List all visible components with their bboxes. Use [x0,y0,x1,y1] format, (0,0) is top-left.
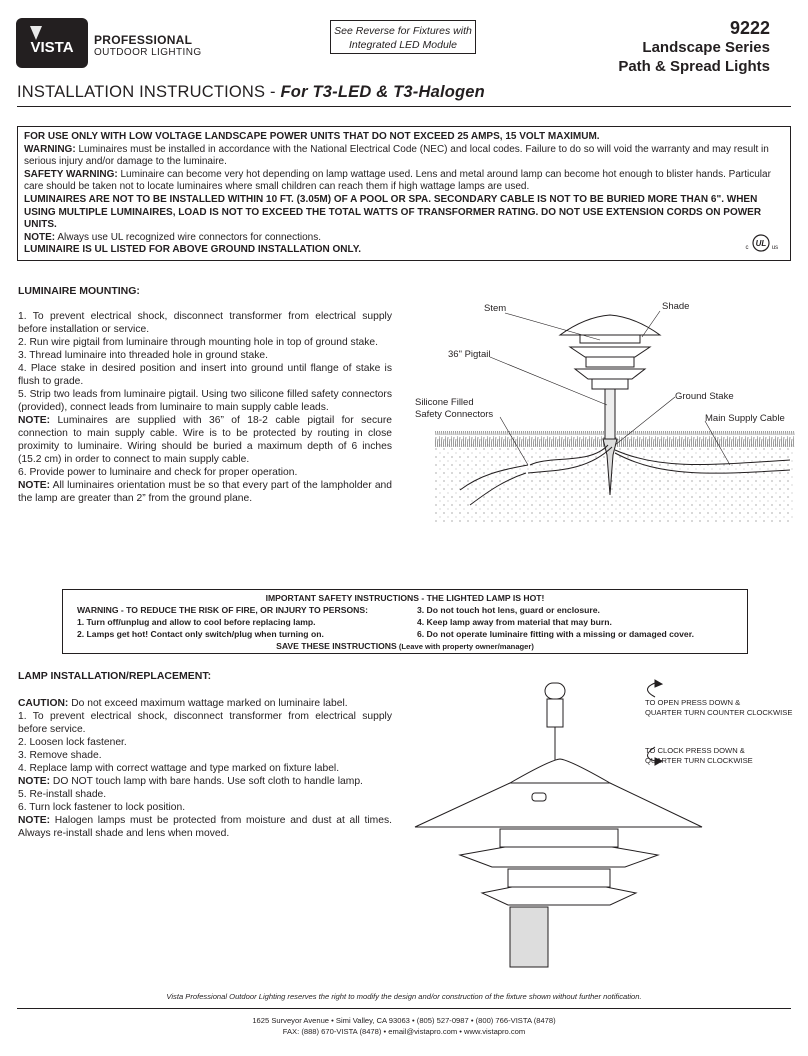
series-title [550,38,770,76]
soil [435,443,795,523]
safety-save [63,641,747,651]
see-reverse-line2: Integrated LED Module [349,39,457,51]
safety-left-3: 2. Lamps get hot! Contact only switch/plug when turning on. [77,629,324,639]
lamp-step-6: 6. Turn lock fastener to lock position. [18,802,186,813]
mount-note-1 [18,414,392,466]
ul-listing: LUMINAIRE IS UL LISTED FOR ABOVE GROUND INSTALLATION ONLY. [24,244,362,256]
lamp-note-1 [18,775,392,788]
nec-warning [24,144,784,169]
label-silicone-1: Silicone Filled [415,397,474,408]
safety-title: IMPORTANT SAFETY INSTRUCTIONS - THE LIGHTED LAMP IS HOT! [265,593,545,603]
brand-tagline: OUTDOOR LIGHTING [94,47,202,58]
mount-step-3: 3. Thread luminaire into threaded hole in ground stake. [18,350,268,361]
label-stem: Stem [484,303,507,314]
safety-right-2: 4. Keep lamp away from material that may burn. [417,617,612,627]
ul-certification-icon [742,233,780,253]
lamp-diagram [410,675,800,975]
connector-note [24,232,784,245]
label-shade: Shade [662,301,690,312]
lamp-fixture-drawing [415,683,702,967]
title-prefix: INSTALLATION INSTRUCTIONS - [17,83,281,101]
vista-logo [16,18,88,68]
page-title [17,83,485,102]
label-main-supply: Main Supply Cable [705,413,785,424]
lamp-step-1: 1. To prevent electrical shock, disconnect transformer from electrical supply before service. [18,711,392,735]
note-text: Always use UL recognized wire connectors for connections. [55,231,321,243]
lamp-step-5: 5. Re-install shade. [18,789,107,800]
mounting-instructions [18,310,392,505]
note-text: All luminaires orientation must be so that every part of the lampholder and the lamp are greater than 2” from the ground plane. [18,480,392,504]
label-pigtail: 36" Pigtail [448,349,491,360]
safety-right-3: 6. Do not operate luminaire fitting with a missing or damaged cover. [417,629,694,639]
lamp-step-3: 3. Remove shade. [18,750,102,761]
save-note: (Leave with property owner/manager) [396,642,534,651]
svg-text:us: us [771,245,779,251]
note-label: NOTE: [18,415,51,426]
mount-step-1: 1. To prevent electrical shock, disconnect transformer from electrical supply before installation or service. [18,311,392,335]
close-instruction-2: QUARTER TURN CLOCKWISE [645,756,753,765]
caution-label: CAUTION: [18,698,69,709]
lamp-step-2: 2. Loosen lock fastener. [18,737,127,748]
logo-text: VISTA [30,39,74,56]
series-line1: Landscape Series [642,39,770,56]
series-line2: Path & Spread Lights [618,58,770,75]
footer-divider [17,1008,791,1009]
note-label: NOTE: [18,776,51,787]
mount-step-6: 6. Provide power to luminaire and check for proper operation. [18,467,298,478]
safety-warning [24,169,784,194]
footer-contact: FAX: (888) 670-VISTA (8478) • email@vistapro.com • www.vistapro.com [282,1027,526,1036]
mount-step-2: 2. Run wire pigtail from luminaire through mounting hole in top of ground stake. [18,337,379,348]
label-silicone-2: Safety Connectors [415,409,494,420]
mount-step-4: 4. Place stake in desired position and insert into ground until flange of stake is flush to grade. [18,363,392,387]
note-label: NOTE: [18,480,51,491]
warning-text: Luminaires must be installed in accordance with the National Electrical Code (NEC) and local codes. Failure to do so will void the warranty and may result in serious injury and/or damage to the luminaire. [24,143,769,168]
safety-left-2: 1. Turn off/unplug and allow to cool before replacing lamp. [77,617,316,627]
lamp-caution [18,697,392,710]
mounting-diagram [410,295,800,530]
footer-address: 1625 Surveyor Avenue • Simi Valley, CA 93063 • (805) 527-0987 • (800) 766-VISTA (8478) [252,1016,556,1025]
model-number: 9222 [729,18,770,38]
note-text: DO NOT touch lamp with bare hands. Use soft cloth to handle lamp. [50,776,363,787]
mount-step-5: 5. Strip two leads from luminaire pigtail. Using two silicone filled safety connectors (provided), connect leads from luminaire to main supply cable leads. [18,389,392,413]
mount-note-2 [18,479,392,505]
note-text: Luminaires are supplied with 36” of 18-2 cable pigtail for secure connection to main supply cable. Wire is to be protected by routing in close proximity to luminaire. Wiring should be buried a maximum depth of 6 inches (15.2 cm) in order to connect to main supply cable. [18,415,392,465]
caution-text: Do not exceed maximum wattage marked on luminaire label. [68,698,348,709]
lamp-instructions [18,697,392,840]
close-instruction-1: TO CLOCK PRESS DOWN & [645,746,745,755]
open-instruction-2: QUARTER TURN COUNTER CLOCKWISE [645,708,793,717]
title-emphasis: For T3-LED & T3-Halogen [280,83,485,101]
title-divider [17,106,791,107]
label-ground-stake: Ground Stake [675,391,734,402]
see-reverse-note [330,20,476,54]
note-label: NOTE: [24,231,56,243]
voltage-warning: FOR USE ONLY WITH LOW VOLTAGE LANDSCAPE POWER UNITS THAT DO NOT EXCEED 25 AMPS, 15 VOLT MAXIMUM. [24,131,600,142]
note-label: NOTE: [18,815,51,826]
lamp-heading: LAMP INSTALLATION/REPLACEMENT: [18,670,212,682]
lamp-step-4: 4. Replace lamp with correct wattage and type marked on fixture label. [18,763,340,774]
note-text: Halogen lamps must be protected from moisture and dust at all times. Always re-install shade and lens when moved. [18,815,392,839]
svg-text:c: c [745,245,749,251]
mounting-heading: LUMINAIRE MOUNTING: [18,285,140,297]
safety-left-1: WARNING - TO REDUCE THE RISK OF FIRE, OR INJURY TO PERSONS: [77,605,368,615]
safety-text: Luminaire can become very hot depending on lamp wattage used. Lens and metal around lamp can become hot enough to blister hands. Particular care should be taken not to locate luminaires where small children can reach them if high wattage lamps are used. [24,168,771,193]
safety-right-1: 3. Do not touch hot lens, guard or enclosure. [417,605,600,615]
see-reverse-line1: See Reverse for Fixtures with [334,25,472,37]
warnings-box [17,126,791,261]
warning-label: WARNING: [24,143,76,155]
safety-instructions-box [62,589,748,654]
arrow-ccw-icon [655,680,662,687]
safety-label: SAFETY WARNING: [24,168,118,180]
disclaimer: Vista Professional Outdoor Lighting reserves the right to modify the design and/or construction of the fixture shown without further notification. [166,992,642,1001]
pool-warning: LUMINAIRES ARE NOT TO BE INSTALLED WITHIN 10 FT. (3.05M) OF A POOL OR SPA. SECONDARY CABLE IS NOT TO BE BURIED MORE THAN 6". WHEN USING MULTIPLE LUMINAIRES, LOAD IS NOT TO EXCEED THE TOTAL WATTS OF TRANSFORMER RATING. DO NOT USE EXTENSION CORDS ON POWER UNITS. [24,193,762,231]
save-text: SAVE THESE INSTRUCTIONS [276,641,397,651]
brand-name: PROFESSIONAL [94,33,193,47]
lamp-note-2 [18,814,392,840]
open-instruction-1: TO OPEN PRESS DOWN & [645,698,741,707]
svg-text:UL: UL [755,239,767,248]
